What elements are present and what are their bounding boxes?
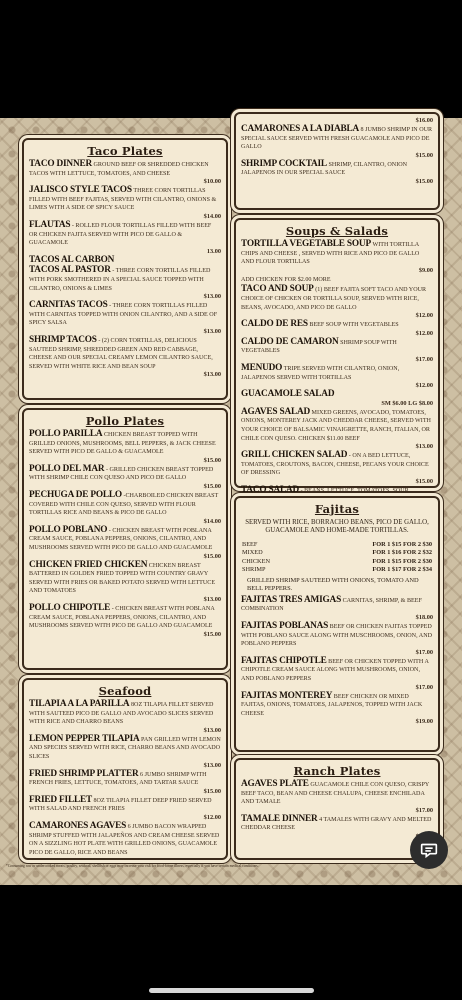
ranch-plates-panel <box>234 758 440 860</box>
item-name: FLAUTAS <box>29 219 71 230</box>
menu-item <box>241 813 433 840</box>
menu-item <box>29 219 221 255</box>
item-price: $14.00 <box>203 212 221 220</box>
fajita-price: FOR 1 $15 FOR 2 $30 <box>372 557 432 565</box>
item-description: CARNITAS, SHRIMP, & BEEF COMBINATION <box>241 597 422 613</box>
fajitas-price-table <box>241 541 433 575</box>
item-description: (1) BEEF FAJITA SOFT TACO AND YOUR CHOICE OF CHICKEN OR TORTILLA SOUP, SERVED WITH RICE, BEANS, AVOCADO, AND PICO DE GALLO <box>241 287 427 311</box>
item-name: CAMARONES A LA DIABLA <box>241 124 359 134</box>
item-description: - THREE CORN TORTILLAS FILLED WITH CARNITAS TOPPED WITH ONION CILANTRO, AND A SIDE OF SPICY SALSA <box>29 303 218 327</box>
item-name: SHRIMP TACOS <box>29 334 97 345</box>
item-description: -CHARBOILED CHICKEN BREAST COVERED WITH CHILE CON QUESO, SERVED WITH FLOUR TORTILLAS RICE AND BEANS & PICO DE GALLO <box>29 492 219 517</box>
seafood-panel <box>22 678 228 860</box>
fajita-price: FOR 1 $16 FOR 2 $32 <box>372 549 432 557</box>
item-name: FRIED FILLET <box>29 794 92 805</box>
menu-item <box>29 254 221 266</box>
item-description: CHICKEN BREAST BATTERED IN GOLDEN FRIED TOPPED WITH COUNTRY GRAVY SERVED WITH FRIES OR BAKED POTATO SERVED WITH LETTUCE AND TOMATOES <box>29 562 216 595</box>
item-price: $10.00 <box>203 178 221 186</box>
pollo-plates-title: Pollo Plates <box>85 414 165 428</box>
menu-item <box>241 594 433 621</box>
item-description: 8OZ TILAPIA FILLET SERVED WITH SAUTEED PICO DE GALLO AND AVOCADO SLICES SERVED WITH RICE AND CHARRO BEANS <box>29 702 214 726</box>
disclaimer-text: *Consuming raw or undercooked meats, poultry, seafood, shellfish or eggs may increase your risk for food-borne illness, especially if you have certain medical conditions. <box>6 864 259 868</box>
item-price: $18.00 <box>415 614 433 621</box>
item-name: CAMARONES AGAVES <box>29 820 127 831</box>
item-price <box>241 833 433 840</box>
item-price: $12.00 <box>415 329 433 337</box>
item-description: - GRILLED CHICKEN BREAST TOPPED WITH SHRIMP CHILE CON QUESO AND PICO DE GALLO <box>29 466 214 482</box>
menu-item <box>29 267 221 300</box>
menu-item <box>241 241 433 274</box>
item-name: AGAVES SALAD <box>241 406 310 417</box>
item-description: PAN GRILLED WITH LEMON AND SPECIES SERVED WITH RICE, CHARRO BEANS AND AVOCADO SLICES <box>29 736 221 760</box>
taco-plates-list <box>29 161 221 378</box>
soups-salads-title: Soups & Salads <box>285 224 389 238</box>
item-price: $17.00 <box>415 648 433 656</box>
fajita-price: FOR 1 $17 FOR 2 $34 <box>372 566 432 574</box>
chat-bubble-icon <box>418 839 440 861</box>
item-description: - (2) CORN TORTILLAS, DELICIOUS SAUTEED SHRIMP, SHREDDED GREEN AND RED CABBAGE, CHEESE AND OUR SPECIAL CREAMY LEMON CILANTRO SAUCE, SERVED WITH WHITE RICE AND BEAN SOUP <box>29 337 213 370</box>
menu-item <box>29 820 221 857</box>
menu-item <box>29 302 221 335</box>
menu-item <box>29 768 221 795</box>
seafood-list <box>29 701 221 857</box>
item-price: $15.00 <box>203 482 221 490</box>
item-name: SHRIMP COCKTAIL <box>241 158 327 169</box>
fajita-type: CHICKEN <box>242 557 270 565</box>
fajita-type: BEEF <box>242 540 258 548</box>
item-description: 6 JUMBO BACON WRAPPED SHRIMP STUFFED WITH JALAPEÑOS AND CREAM CHEESE SERVED ON A SIZZLING HOT PLATE WITH GRILLED ONIONS, GUACAMOLE PICO DE GALLO, RICE AND BEANS <box>29 823 220 856</box>
menu-item <box>241 362 433 390</box>
item-description: MIXED GREENS, AVOCADO, TOMATOES, ONIONS, MONTEREY JACK AND CHEDDAR CHEESE, SERVED WITH YOUR CHOICE OF BALSAMIC VINAIGRETTE, RANCH, ITALIAN, OR CHILE CON QUESO. CHICKEN $11.00 BEEF <box>241 409 431 442</box>
item-name: MENUDO <box>241 362 283 373</box>
item-name: CARNITAS TACOS <box>29 300 108 311</box>
item-name: POLLO POBLANO <box>29 524 108 535</box>
pollo-plates-panel <box>22 408 228 670</box>
item-name: POLLO PARILLA <box>29 429 103 439</box>
soups-salads-list <box>241 241 433 520</box>
item-name: TILAPIA A LA PARILLA <box>29 699 130 709</box>
menu-item <box>241 655 433 691</box>
item-name: FAJITAS TRES AMIGAS <box>241 594 342 605</box>
item-name: POLLO DEL MAR <box>29 463 105 474</box>
menu-item <box>29 524 221 560</box>
item-price: $13.00 <box>203 327 221 335</box>
item-price: $15.00 <box>415 177 433 185</box>
seafood-continued-panel <box>234 112 440 210</box>
item-description: ADD CHICKEN FOR $2.00 MORE <box>241 276 331 283</box>
item-name: LEMON PEPPER TILAPIA <box>29 733 140 744</box>
seafood-continued-top-price: $16.00 <box>415 117 433 124</box>
menu-item <box>29 431 221 464</box>
item-price: $12.00 <box>415 312 433 320</box>
item-price: $17.00 <box>415 355 433 363</box>
menu-item <box>241 286 433 319</box>
menu-item <box>241 158 433 185</box>
menu-item <box>29 602 221 638</box>
item-name: AGAVES PLATE <box>241 779 309 789</box>
item-price: SM $6.00 LG $8.00 <box>381 399 433 407</box>
item-name: TACOS AL PASTOR <box>29 265 111 276</box>
item-price: $13.00 <box>203 371 221 379</box>
item-description: BEEF SOUP WITH VEGETABLES <box>309 322 399 329</box>
item-price: $17.00 <box>415 683 433 691</box>
item-price: $9.00 <box>418 266 433 274</box>
item-description: WITH TORTILLA CHIPS AND CHEESE , SERVED WITH RICE AND PICO DE GALLO AND FLOUR TORTILLAS <box>241 242 420 266</box>
item-description: - ROLLED FLOUR TORTILLAS FILLED WITH BEEF OR CHICKEN FAJITA SERVED WITH PICO DE GALLO & GUACAMOLE <box>29 222 212 247</box>
fajitas-title: Fajitas <box>314 502 360 516</box>
menu-item <box>241 623 433 656</box>
fajita-price-row <box>241 549 433 558</box>
fajitas-intro: SERVED WITH RICE, BORRACHO BEANS, PICO DE GALLO, GUACAMOLE AND HOME-MADE TORTILLAS. <box>245 519 429 535</box>
item-description: - THREE CORN TORTILLAS FILLED WITH PORK SMOTHERED IN A SPECIAL SAUCE TOPPED WITH CILANTRO, ONIONS & LIMES <box>29 268 211 292</box>
item-name: CALDO DE RES <box>241 319 308 330</box>
item-description: SHRIMP, CILANTRO, ONION JALAPENOS IN OUR SPECIAL SAUCE <box>241 161 408 177</box>
item-name: FRIED SHRIMP PLATTER <box>29 768 139 779</box>
menu-item <box>241 336 433 363</box>
item-name: PECHUGA DE POLLO <box>29 489 122 500</box>
item-name: TACO AND SOUP <box>241 284 314 295</box>
seafood-title: Seafood <box>98 684 152 698</box>
item-price: $13.00 <box>203 726 221 734</box>
pollo-plates-list <box>29 431 221 638</box>
item-name: POLLO CHIPOTLE <box>29 602 111 613</box>
item-description: - ON A BED LETTUCE, TOMATOES, CROUTONS, BACON, CHEESE, PECANS YOUR CHOICE OF DRESSING <box>241 453 429 477</box>
fajita-price-row <box>241 558 433 567</box>
item-price: $12.00 <box>415 382 433 390</box>
fajita-price-row <box>241 566 433 575</box>
item-name: FAJITAS CHIPOTLE <box>241 655 327 666</box>
item-description: - BEANS, LETTUCE, TOMATOES, SOUR <box>300 487 409 494</box>
item-price: $15.00 <box>203 552 221 560</box>
menu-item <box>241 126 433 159</box>
item-name: JALISCO STYLE TACOS <box>29 185 132 196</box>
item-name: CHICKEN FRIED CHICKEN <box>29 559 148 570</box>
item-price: $15.00 <box>415 151 433 159</box>
item-description: THREE CORN TORTILLAS FILLED WITH BEEF FAJITAS, SERVED WITH CILANTRO, ONIONS & LIMES WITH A SIDE OF SPICY SAUCE <box>29 188 217 212</box>
item-price: $12.00 <box>203 813 221 821</box>
item-description: 8 JUMBO SHRIMP IN OUR SPECIAL SAUCE SERVED WITH FRESH GUACAMOLE AND PICO DE GALLO <box>241 127 433 151</box>
menu-item <box>29 463 221 490</box>
menu-item <box>29 334 221 379</box>
item-price: $14.00 <box>203 517 221 525</box>
item-price: $17.00 <box>415 806 433 814</box>
fajita-price: FOR 1 $15 FOR 2 $30 <box>372 540 432 548</box>
fajita-type: SHRIMP <box>242 566 266 574</box>
item-description: GROUND BEEF OR SHREDDED CHICKEN TACOS WITH LETTUCE, TOMATOES, AND CHEESE <box>29 162 209 177</box>
fajitas-extra: GRILLED SHRIMP SAUTEED WITH ONIONS, TOMATO AND BELL PEPPERS. <box>247 576 419 592</box>
taco-plates-panel <box>22 138 228 400</box>
item-price: 13.00 <box>206 247 221 255</box>
item-price: $15.00 <box>203 456 221 464</box>
menu-item <box>29 794 221 821</box>
item-price: $15.00 <box>203 630 221 638</box>
chat-button[interactable] <box>410 831 448 869</box>
item-price: $15.00 <box>203 787 221 795</box>
item-name: GUACAMOLE SALAD <box>241 389 335 400</box>
item-description: - CHICKEN BREAST WITH POBLANA CREAM SAUCE, POBLANA PEPPERS, ONIONS, CILANTRO, AND MUSHROOMS SERVED WITH PICO DE GALLO AND GUACAMOLE <box>29 527 213 551</box>
menu-item <box>29 489 221 525</box>
item-description: CHICKEN BREAST TOPPED WITH GRILLED ONIONS, MUSHROOMS, BELL PEPPERS, & JACK CHEESE SERVED WITH PICO DE GALLO & GUACAMOLE <box>29 432 216 456</box>
menu-item <box>241 406 433 451</box>
seafood-continued-list <box>241 126 433 185</box>
item-name: TACOS AL CARBON <box>29 254 115 265</box>
item-description: BEEF OR CHICKEN TOPPED WITH A CHIPOTLE CREAM SAUCE ALONG WITH MUSHROOMS, ONION, AND POBLANO PEPPERS <box>241 658 429 682</box>
item-name: TACO SALAD <box>241 484 300 495</box>
item-description: SHRIMP SOUP WITH VEGETABLES <box>241 339 397 355</box>
menu-item <box>29 559 221 603</box>
item-price: $13.00 <box>203 761 221 769</box>
menu-item <box>29 701 221 734</box>
ranch-plates-title: Ranch Plates <box>293 764 381 778</box>
menu-item <box>241 690 433 726</box>
menu-item <box>241 391 433 407</box>
item-price: $13.00 <box>203 293 221 301</box>
taco-plates-title: Taco Plates <box>87 144 163 158</box>
menu-item <box>241 781 433 814</box>
item-name: TORTILLA VEGETABLE SOUP <box>241 239 371 249</box>
fajita-type: MIXED <box>242 549 263 557</box>
item-name: GRILL CHICKEN SALAD <box>241 450 348 461</box>
item-description: GUACAMOLE CHILE CON QUESO, CRISPY BEEF TACO, BEAN AND CHEESE CHALUPA, CHEESE ENCHILADA AND TAMALE <box>241 782 430 806</box>
item-price: $15.00 <box>415 477 433 485</box>
item-description: BEEF CHICKEN OR MIXED FAJITAS, ONIONS, TOMATOES, JALAPENOS, TOPPED WITH JACK CHEESE <box>241 693 423 717</box>
item-name: FAJITAS MONTEREY <box>241 690 333 701</box>
item-price: $19.00 <box>415 718 433 726</box>
fajitas-list <box>241 594 433 726</box>
fajitas-panel <box>234 496 440 752</box>
item-name: TACO DINNER <box>29 159 92 169</box>
item-description: TRIPE SERVED WITH CILANTRO, ONION, JALAPENOS SERVED WITH TORTILLAS <box>241 365 400 381</box>
item-price: $13.00 <box>415 443 433 451</box>
menu-image <box>0 118 462 885</box>
item-name: TAMALE DINNER <box>241 813 318 824</box>
menu-item <box>29 187 221 220</box>
item-description: 8OZ TILAPIA FILLET DEEP FRIED SERVED WITH SALAD AND FRENCH FRIES <box>29 797 212 813</box>
ranch-plates-list <box>241 781 433 840</box>
item-description: 6 JUMBO SHRIMP WITH FRENCH FRIES, LETTUCE, TOMATOES, AND TARTAR SAUCE <box>29 771 207 787</box>
home-indicator[interactable] <box>149 988 314 993</box>
menu-item <box>29 161 221 185</box>
soups-salads-panel <box>234 218 440 495</box>
menu-item <box>241 321 433 337</box>
menu-item <box>29 733 221 769</box>
item-name: CALDO DE CAMARON <box>241 336 339 347</box>
fajita-price-row <box>241 541 433 550</box>
menu-item <box>241 452 433 485</box>
item-price: $13.00 <box>203 595 221 603</box>
item-description: 4 TAMALES WITH GRAVY AND MELTED CHEDDAR CHEESE <box>241 816 432 832</box>
item-description: BEEF OR CHICKEN FAJITAS TOPPED WITH POBLANO SAUCE ALONG WITH MUSCHROOMS, ONION, AND POBLANO PEPPERS <box>241 624 432 648</box>
item-name: FAJITAS POBLANAS <box>241 621 329 631</box>
menu-item <box>241 276 433 285</box>
item-description: - CHICKEN BREAST WITH POBLANA CREAM SAUCE, POBLANA PEPPERS, ONIONS, CILANTRO, AND MUSHROOMS SERVED WITH PICO DE GALLO AND GUACAMOLE <box>29 605 215 630</box>
